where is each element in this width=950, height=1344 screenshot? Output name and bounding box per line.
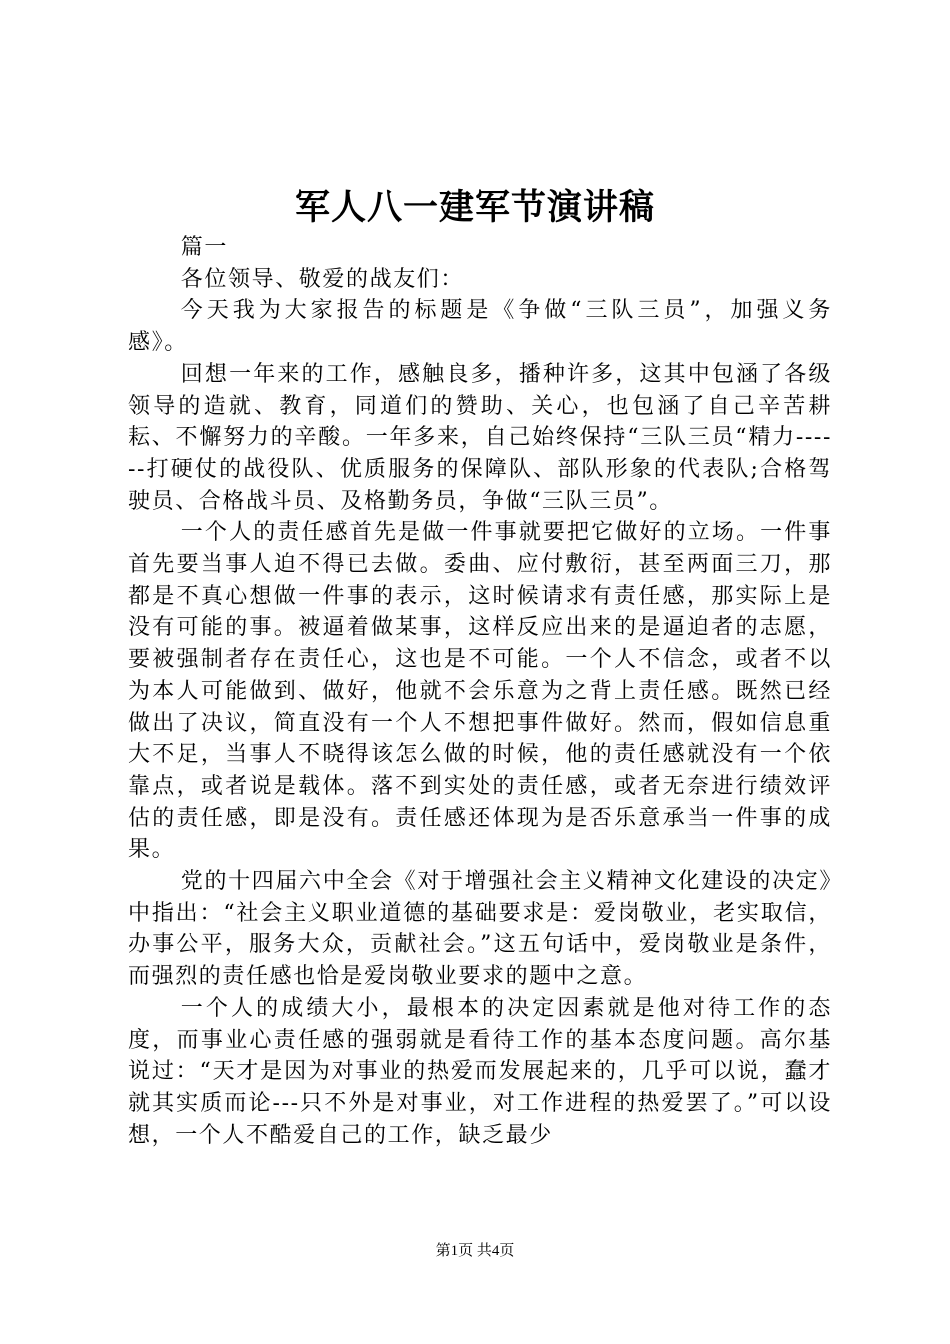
paragraph-responsibility: 一个人的责任感首先是做一件事就要把它做好的立场。一件事首先要当事人迫不得已去做。委曲、应付敷衍，甚至两面三刀，那都是不真心想做一件事的表示，这时候请求有责任感，那实际上是没有可能的事。被逼着做某事，这样反应出来的是逼迫者的志愿，要被强制者存在责任心，这也是不可能。一个人不信念，或者不以为本人可能做到、做好，他就不会乐意为之背上责任感。既然已经做出了决议，简直没有一个人不想把事件做好。然而，假如信息重大不足，当事人不晓得该怎么做的时候，他的责任感就没有一个依靠点，或者说是载体。落不到实处的责任感，或者无奈进行绩效评估的责任感，即是没有。责任感还体现为是否乐意承当一件事的成果。: [128, 520, 832, 863]
page-footer: 第1页 共4页: [435, 1243, 515, 1259]
paragraph-salutation: 各位领导、敬爱的战友们：: [180, 266, 464, 292]
paragraph-topic: 今天我为大家报告的标题是《争做“三队三员”，加强义务感》。: [128, 298, 832, 356]
paragraph-achievement: 一个人的成绩大小，最根本的决定因素就是他对待工作的态度，而事业心责任感的强弱就是看待工作的基本态度问题。高尔基说过：“天才是因为对事业的热爱而发展起来的，几乎可以说，蠢才就其实质而论---只不外是对事业，对工作进程的热爱罢了。”可以设想，一个人不酷爱自己的工作，缺乏最少: [128, 995, 832, 1148]
paragraph-section-label: 篇一: [180, 235, 228, 260]
document-title: 军人八一建军节演讲稿: [294, 187, 655, 228]
paragraph-review: 回想一年来的工作，感触良多，播种许多，这其中包涵了各级领导的造就、教育，同道们的赞助、关心，也包涵了自己辛苦耕耘、不懈努力的辛酸。一年多来，自己始终保持“三队三员“精力------打硬仗的战役队、优质服务的保障队、部队形象的代表队;合格驾驶员、合格战斗员、及格勤务员，争做“三队三员”。: [128, 361, 832, 514]
document-body: [128, 232, 832, 1151]
paragraph-party-decision: 党的十四届六中全会《对于增强社会主义精神文化建设的决定》中指出：“社会主义职业道德的基础要求是：爱岗敬业，老实取信，办事公平，服务大众，贡献社会。”这五句话中，爱岗敬业是条件，而强烈的责任感也恰是爱岗敬业要求的题中之意。: [128, 869, 832, 990]
